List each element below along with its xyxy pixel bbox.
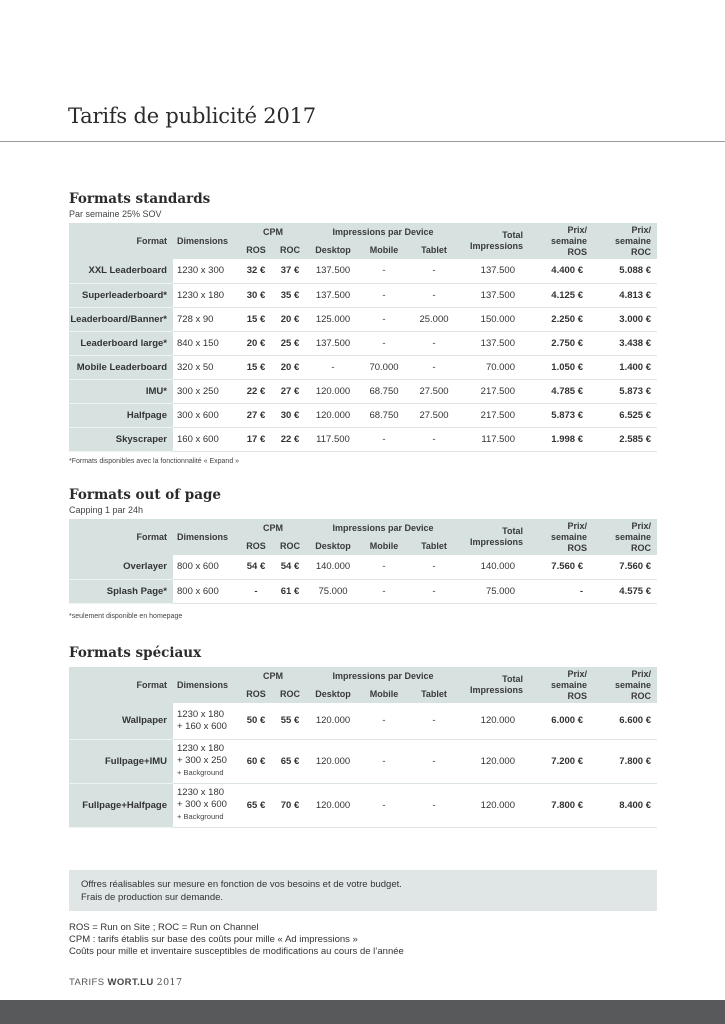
cell-cpm-roc: 70 €: [273, 783, 307, 827]
cell-prix-ros: 4.785 €: [529, 379, 593, 403]
header-total-line1: Total: [502, 230, 523, 240]
header-tablet: Tablet: [409, 685, 459, 703]
header-tablet: Tablet: [409, 241, 459, 259]
cell-prix-ros: 4.400 €: [529, 259, 593, 283]
cell-cpm-ros: 30 €: [239, 283, 273, 307]
header-roc: ROC: [273, 685, 307, 703]
cell-prix-roc: 3.000 €: [593, 307, 657, 331]
section-subtitle: Capping 1 par 24h: [69, 505, 144, 515]
cell-format: Fullpage+Halfpage: [69, 783, 173, 827]
table-row: [69, 379, 657, 403]
header-prix-ros-line1: Prix/: [567, 668, 587, 679]
cell-dimensions: 728 x 90: [173, 307, 239, 331]
footer-bar: [0, 1000, 725, 1024]
cell-tablet: -: [409, 283, 459, 307]
legend: [69, 922, 404, 958]
cell-cpm-roc: 27 €: [273, 379, 307, 403]
table-row: [69, 427, 657, 451]
section-subtitle: Par semaine 25% SOV: [69, 209, 162, 219]
cell-cpm-roc: 65 €: [273, 739, 307, 783]
cell-cpm-ros: 60 €: [239, 739, 273, 783]
cell-cpm-roc: 20 €: [273, 307, 307, 331]
header-total: [459, 519, 529, 555]
cell-desktop: -: [307, 355, 359, 379]
cell-prix-roc: 8.400 €: [593, 783, 657, 827]
cell-prix-roc: 5.088 €: [593, 259, 657, 283]
cell-total: 70.000: [459, 355, 529, 379]
cell-tablet: 27.500: [409, 403, 459, 427]
cell-cpm-roc: 55 €: [273, 703, 307, 739]
header-ros: ROS: [239, 537, 273, 555]
header-impressions-device: Impressions par Device: [307, 223, 459, 241]
title-divider: [0, 141, 725, 142]
cell-mobile: -: [359, 427, 409, 451]
page-title: Tarifs de publicité 2017: [68, 104, 316, 128]
cell-total: 120.000: [459, 783, 529, 827]
header-total: [459, 223, 529, 259]
cell-format: Wallpaper: [69, 703, 173, 739]
header-prix-ros-line2: semaine ROS: [550, 679, 587, 701]
out-of-page-table: [69, 519, 657, 604]
cell-mobile: -: [359, 555, 409, 579]
cell-desktop: 75.000: [307, 579, 359, 603]
header-desktop: Desktop: [307, 537, 359, 555]
cell-cpm-ros: 17 €: [239, 427, 273, 451]
cell-format: Overlayer: [69, 555, 173, 579]
cell-dimensions: 1230 x 300: [173, 259, 239, 283]
cell-format: Superleaderboard*: [69, 283, 173, 307]
cell-tablet: -: [409, 579, 459, 603]
dimension-note: + Background: [177, 768, 224, 777]
header-total-line2: Impressions: [469, 241, 523, 251]
section-formats-speciaux: [69, 645, 657, 828]
cell-desktop: 125.000: [307, 307, 359, 331]
speciaux-table: [69, 667, 657, 828]
table-row: [69, 739, 657, 783]
cell-prix-ros: 1.050 €: [529, 355, 593, 379]
cell-mobile: -: [359, 783, 409, 827]
cell-format: Mobile Leaderboard: [69, 355, 173, 379]
cell-dimensions: 800 x 600: [173, 555, 239, 579]
cell-tablet: -: [409, 355, 459, 379]
header-prix-roc: [593, 223, 657, 259]
cell-mobile: -: [359, 283, 409, 307]
header-prix-roc-line1: Prix/: [631, 224, 651, 235]
cell-cpm-roc: 30 €: [273, 403, 307, 427]
header-total-line2: Impressions: [469, 685, 523, 695]
offer-line: Offres réalisables sur mesure en fonction de vos besoins et de votre budget.: [81, 879, 402, 890]
cell-desktop: 137.500: [307, 259, 359, 283]
cell-cpm-ros: 65 €: [239, 783, 273, 827]
cell-format: Halfpage: [69, 403, 173, 427]
cell-tablet: 25.000: [409, 307, 459, 331]
cell-cpm-roc: 20 €: [273, 355, 307, 379]
cell-dimensions: [173, 703, 239, 739]
header-prix-roc-line2: semaine ROC: [614, 235, 651, 257]
header-dimensions: Dimensions: [173, 223, 239, 259]
header-prix-roc-line2: semaine ROC: [614, 531, 651, 553]
cell-format: Splash Page*: [69, 579, 173, 603]
cell-dimensions: 320 x 50: [173, 355, 239, 379]
cell-tablet: -: [409, 427, 459, 451]
cell-format: Leaderboard large*: [69, 331, 173, 355]
header-cpm: CPM: [239, 667, 307, 685]
cell-mobile: 70.000: [359, 355, 409, 379]
cell-desktop: 140.000: [307, 555, 359, 579]
cell-prix-ros: 2.750 €: [529, 331, 593, 355]
header-prix-ros-line1: Prix/: [567, 224, 587, 235]
cell-cpm-ros: 32 €: [239, 259, 273, 283]
cell-total: 117.500: [459, 427, 529, 451]
header-desktop: Desktop: [307, 241, 359, 259]
cell-total: 120.000: [459, 739, 529, 783]
footer-label: TARIFS: [69, 977, 105, 988]
cell-cpm-roc: 37 €: [273, 259, 307, 283]
header-total-line1: Total: [502, 526, 523, 536]
cell-prix-roc: 1.400 €: [593, 355, 657, 379]
cell-prix-ros: 7.800 €: [529, 783, 593, 827]
table-row: [69, 331, 657, 355]
cell-prix-ros: 7.560 €: [529, 555, 593, 579]
header-ros: ROS: [239, 685, 273, 703]
cell-prix-ros: 6.000 €: [529, 703, 593, 739]
cell-mobile: -: [359, 331, 409, 355]
cell-format: Fullpage+IMU: [69, 739, 173, 783]
cell-tablet: 27.500: [409, 379, 459, 403]
cell-total: 217.500: [459, 403, 529, 427]
header-total-line2: Impressions: [469, 537, 523, 547]
cell-format: Skyscraper: [69, 427, 173, 451]
cell-format: Leaderboard/Banner*: [69, 307, 173, 331]
header-cpm: CPM: [239, 519, 307, 537]
cell-cpm-ros: 27 €: [239, 403, 273, 427]
cell-prix-ros: -: [529, 579, 593, 603]
cell-desktop: 120.000: [307, 703, 359, 739]
cell-prix-ros: 1.998 €: [529, 427, 593, 451]
cell-tablet: -: [409, 703, 459, 739]
cell-cpm-roc: 61 €: [273, 579, 307, 603]
cell-dimensions: [173, 783, 239, 827]
header-prix-ros-line2: semaine ROS: [550, 531, 587, 553]
dimension-line: 1230 x 180: [177, 743, 225, 754]
cell-prix-roc: 3.438 €: [593, 331, 657, 355]
section-note: *Formats disponibles avec la fonctionnalité « Expand »: [69, 457, 240, 465]
cell-mobile: -: [359, 307, 409, 331]
cell-desktop: 137.500: [307, 331, 359, 355]
footer: [69, 977, 182, 988]
cell-total: 140.000: [459, 555, 529, 579]
table-row: [69, 555, 657, 579]
cell-desktop: 120.000: [307, 739, 359, 783]
dimension-line: + 300 x 250: [177, 755, 227, 766]
cell-dimensions: 800 x 600: [173, 579, 239, 603]
cell-prix-roc: 4.813 €: [593, 283, 657, 307]
cell-cpm-roc: 22 €: [273, 427, 307, 451]
header-mobile: Mobile: [359, 685, 409, 703]
cell-cpm-ros: 54 €: [239, 555, 273, 579]
dimension-line: + 300 x 600: [177, 799, 227, 810]
cell-prix-roc: 6.600 €: [593, 703, 657, 739]
cell-total: 120.000: [459, 703, 529, 739]
cell-dimensions: 300 x 600: [173, 403, 239, 427]
cell-cpm-ros: 20 €: [239, 331, 273, 355]
header-total-line1: Total: [502, 674, 523, 684]
table-row: [69, 579, 657, 603]
cell-cpm-ros: 15 €: [239, 355, 273, 379]
header-format: Format: [69, 667, 173, 703]
legend-line: CPM : tarifs établis sur base des coûts pour mille « Ad impressions »: [69, 934, 358, 945]
cell-tablet: -: [409, 331, 459, 355]
table-row: [69, 403, 657, 427]
header-prix-roc-line2: semaine ROC: [614, 679, 651, 701]
header-roc: ROC: [273, 537, 307, 555]
legend-line: Coûts pour mille et inventaire susceptibles de modifications au cours de l’année: [69, 946, 404, 957]
dimension-line: + 160 x 600: [177, 720, 227, 732]
header-impressions-device: Impressions par Device: [307, 667, 459, 685]
header-prix-roc-line1: Prix/: [631, 520, 651, 531]
header-prix-ros: [529, 667, 593, 703]
cell-mobile: -: [359, 739, 409, 783]
cell-total: 137.500: [459, 259, 529, 283]
footer-year: 2017: [156, 977, 183, 988]
custom-offer-box: [69, 870, 657, 911]
header-cpm: CPM: [239, 223, 307, 241]
header-dimensions: Dimensions: [173, 667, 239, 703]
cell-cpm-ros: 50 €: [239, 703, 273, 739]
cell-cpm-roc: 35 €: [273, 283, 307, 307]
cell-tablet: -: [409, 783, 459, 827]
cell-format: IMU*: [69, 379, 173, 403]
dimension-note: + Background: [177, 812, 224, 821]
header-prix-ros: [529, 519, 593, 555]
cell-dimensions: 1230 x 180: [173, 283, 239, 307]
footer-brand: WORT.LU: [107, 977, 154, 988]
header-tablet: Tablet: [409, 537, 459, 555]
dimension-line: 1230 x 180: [177, 787, 225, 798]
header-prix-ros-line1: Prix/: [567, 520, 587, 531]
cell-total: 217.500: [459, 379, 529, 403]
cell-mobile: 68.750: [359, 379, 409, 403]
cell-prix-ros: 5.873 €: [529, 403, 593, 427]
cell-prix-roc: 5.873 €: [593, 379, 657, 403]
table-row: [69, 283, 657, 307]
table-row: [69, 703, 657, 739]
section-title: Formats out of page: [69, 487, 222, 503]
table-row: [69, 355, 657, 379]
header-prix-ros: [529, 223, 593, 259]
cell-desktop: 120.000: [307, 403, 359, 427]
cell-prix-roc: 2.585 €: [593, 427, 657, 451]
cell-prix-roc: 4.575 €: [593, 579, 657, 603]
cell-dimensions: 300 x 250: [173, 379, 239, 403]
cell-total: 150.000: [459, 307, 529, 331]
cell-prix-ros: 7.200 €: [529, 739, 593, 783]
header-roc: ROC: [273, 241, 307, 259]
cell-prix-ros: 4.125 €: [529, 283, 593, 307]
header-mobile: Mobile: [359, 241, 409, 259]
cell-format: XXL Leaderboard: [69, 259, 173, 283]
cell-prix-roc: 6.525 €: [593, 403, 657, 427]
table-row: [69, 783, 657, 827]
standards-table: [69, 223, 657, 452]
header-prix-ros-line2: semaine ROS: [550, 235, 587, 257]
cell-dimensions: [173, 739, 239, 783]
cell-cpm-roc: 25 €: [273, 331, 307, 355]
cell-dimensions: 160 x 600: [173, 427, 239, 451]
dimension-line: 1230 x 180: [177, 708, 225, 720]
cell-cpm-ros: -: [239, 579, 273, 603]
cell-tablet: -: [409, 739, 459, 783]
header-total: [459, 667, 529, 703]
table-row: [69, 259, 657, 283]
section-title: Formats standards: [69, 191, 211, 207]
section-formats-out-of-page: [69, 487, 657, 620]
section-note: *seulement disponible en homepage: [69, 612, 183, 620]
header-mobile: Mobile: [359, 537, 409, 555]
cell-total: 137.500: [459, 331, 529, 355]
header-format: Format: [69, 519, 173, 555]
cell-dimensions: 840 x 150: [173, 331, 239, 355]
header-desktop: Desktop: [307, 685, 359, 703]
header-impressions-device: Impressions par Device: [307, 519, 459, 537]
cell-prix-roc: 7.800 €: [593, 739, 657, 783]
section-formats-standards: [69, 191, 657, 465]
cell-mobile: 68.750: [359, 403, 409, 427]
header-ros: ROS: [239, 241, 273, 259]
header-format: Format: [69, 223, 173, 259]
header-prix-roc: [593, 519, 657, 555]
cell-total: 75.000: [459, 579, 529, 603]
header-prix-roc: [593, 667, 657, 703]
cell-tablet: -: [409, 555, 459, 579]
cell-prix-ros: 2.250 €: [529, 307, 593, 331]
cell-desktop: 117.500: [307, 427, 359, 451]
cell-desktop: 137.500: [307, 283, 359, 307]
cell-mobile: -: [359, 259, 409, 283]
cell-desktop: 120.000: [307, 783, 359, 827]
legend-line: ROS = Run on Site ; ROC = Run on Channel: [69, 922, 259, 933]
cell-tablet: -: [409, 259, 459, 283]
section-title: Formats spéciaux: [69, 645, 202, 661]
cell-prix-roc: 7.560 €: [593, 555, 657, 579]
cell-cpm-roc: 54 €: [273, 555, 307, 579]
cell-mobile: -: [359, 579, 409, 603]
header-dimensions: Dimensions: [173, 519, 239, 555]
header-prix-roc-line1: Prix/: [631, 668, 651, 679]
cell-total: 137.500: [459, 283, 529, 307]
cell-mobile: -: [359, 703, 409, 739]
cell-desktop: 120.000: [307, 379, 359, 403]
table-row: [69, 307, 657, 331]
cell-cpm-ros: 22 €: [239, 379, 273, 403]
offer-line: Frais de production sur demande.: [81, 891, 224, 903]
cell-cpm-ros: 15 €: [239, 307, 273, 331]
